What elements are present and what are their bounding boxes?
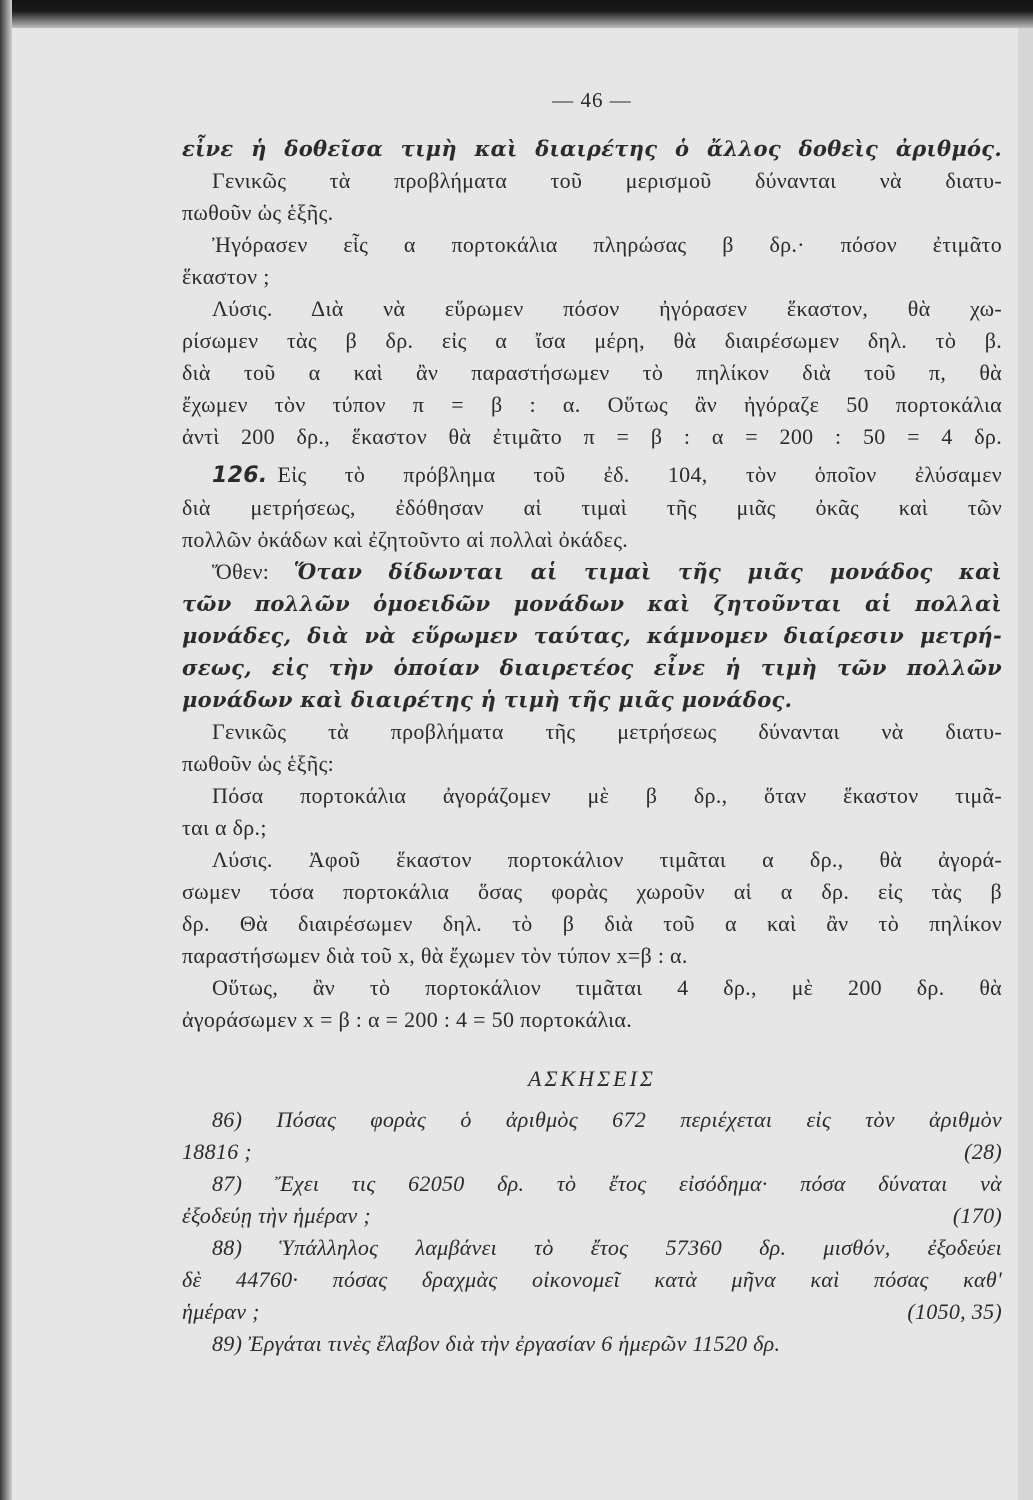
body-text [182,133,1002,1036]
text-line [182,459,1002,492]
exercise-line: ἡμέραν ; (1050, 35) [182,1296,1002,1328]
text-line: σωμεν τόσα πορτοκάλια ὅσας φορὰς χωροῦν αἱ α δρ. εἰς τὰς β [182,879,1002,904]
text-line [182,556,1002,588]
text-line: ἀντὶ 200 δρ., ἕκαστον θὰ ἐτιμᾶτο π = β : α = 200 : 50 = 4 δρ. [182,424,1002,449]
text-line: παραστήσωμεν διὰ τοῦ x, θὰ ἔχωμεν τὸν τύπον x=β : α. [182,943,688,968]
text-line: ἀγοράσωμεν x = β : α = 200 : 4 = 50 πορτοκάλια. [182,1007,633,1032]
exercise-line: 86) Πόσας φορὰς ὁ ἀριθμὸς 672 περιέχεται εἰς τὸν ἀριθμὸν [212,1107,1002,1132]
line-text: Ὅθεν: [212,559,294,584]
text-line: Γενικῶς τὰ προβλήματα τῆς μετρήσεως δύνανται νὰ διατυ- [212,719,1002,744]
line-text: Εἰς τὸ πρόβλημα τοῦ ἐδ. 104, τὸν ὁποῖον ἐλύσαμεν [277,462,1002,487]
text-line: μονάδων καὶ διαιρέτης ἡ τιμὴ τῆς μιᾶς μονάδος. [182,687,793,712]
exercise-item [182,1104,1002,1168]
exercise-answer: (170) [952,1203,1002,1228]
exercise-line: 88) Ὑπάλληλος λαμβάνει τὸ ἔτος 57360 δρ. μισθόν, ἐξοδεύει [212,1235,1002,1260]
text-line: ἔχωμεν τὸν τύπον π = β : α. Οὕτως ἂν ἠγόραζε 50 πορτοκάλια [182,392,1002,417]
text-line: ἕκαστον ; [182,264,270,289]
scan-dark-border-left [0,0,12,1500]
text-line: ται α δρ.; [182,815,267,840]
exercise-line: 18816 ; (28) [182,1136,1002,1168]
exercise-item [182,1328,1002,1360]
text-line: Πόσα πορτοκάλια ἀγοράζομεν μὲ β δρ., ὅταν ἕκαστον τιμᾶ- [212,783,1002,808]
text-line: τῶν πολλῶν ὁμοειδῶν μονάδων καὶ ζητοῦνται αἱ πολλαὶ [182,591,1002,616]
text-line: ρίσωμεν τὰς β δρ. εἰς α ἴσα μέρη, θὰ διαιρέσωμεν δηλ. τὸ β. [182,328,1002,353]
exercise-line: ἐξοδεύῃ τὴν ἡμέραν ; (170) [182,1200,1002,1232]
text-line: διὰ τοῦ α καὶ ἂν παραστήσωμεν τὸ πηλίκον διὰ τοῦ π, θὰ [182,360,1002,385]
text-line: Οὕτως, ἂν τὸ πορτοκάλιον τιμᾶται 4 δρ., μὲ 200 δρ. θὰ [212,975,1002,1000]
book-page [12,28,1018,1500]
exercise-list [182,1104,1002,1360]
exercise-line: 89) Ἐργάται τινὲς ἔλαβον διὰ τὴν ἐργασίαν 6 ἡμερῶν 11520 δρ. [212,1331,781,1356]
exercise-answer: (28) [964,1139,1002,1164]
text-line: πωθοῦν ὡς ἑξῆς: [182,751,335,776]
text-line: διὰ μετρήσεως, ἐδόθησαν αἱ τιμαὶ τῆς μιᾶς ὀκᾶς καὶ τῶν [182,495,1002,520]
text-line: μονάδες, διὰ νὰ εὕρωμεν ταύτας, κάμνομεν διαίρεσιν μετρή- [182,623,1002,648]
text-line: δρ. Θὰ διαιρέσωμεν δηλ. τὸ β διὰ τοῦ α καὶ ἂν τὸ πηλίκον [182,911,1002,936]
text-line: Λύσις. Ἀφοῦ ἕκαστον πορτοκάλιον τιμᾶται α δρ., θὰ ἀγορά- [212,847,1002,872]
page-content [182,88,1002,1360]
exercise-line: 87) Ἔχει τις 62050 δρ. τὸ ἔτος εἰσόδημα· πόσα δύναται νὰ [212,1171,1002,1196]
text-line: Ἠγόρασεν εἷς α πορτοκάλια πληρώσας β δρ.· πόσον ἐτιμᾶτο [212,232,1002,257]
text-line: σεως, εἰς τὴν ὁποίαν διαιρετέος εἶνε ἡ τιμὴ τῶν πολλῶν [182,655,1002,680]
scan-dark-border-top [0,0,1033,28]
text-line: Γενικῶς τὰ προβλήματα τοῦ μερισμοῦ δύνανται νὰ διατυ- [212,168,1002,193]
exercise-line: δὲ 44760· πόσας δραχμὰς οἰκονομεῖ κατὰ μῆνα καὶ πόσας καθ' [182,1267,1002,1292]
text-line: πολλῶν ὀκάδων καὶ ἐζητοῦντο αἱ πολλαὶ ὀκάδες. [182,527,629,552]
paragraph-number: 126. [212,463,268,488]
page-number: — 46 — [552,88,632,112]
text-line: Λύσις. Διὰ νὰ εὕρωμεν πόσον ἠγόρασεν ἕκαστον, θὰ χω- [212,296,1002,321]
exercise-item [182,1232,1002,1328]
exercise-item [182,1168,1002,1232]
section-heading: ΑΣΚΗΣΕΙΣ [528,1066,656,1091]
exercise-answer: (1050, 35) [907,1299,1002,1324]
text-line: εἶνε ἡ δοθεῖσα τιμὴ καὶ διαιρέτης ὁ ἄλλος δοθεὶς ἀριθμός. [182,136,1002,161]
text-line: πωθοῦν ὡς ἑξῆς. [182,200,334,225]
rule-text: Ὅταν δίδωνται αἱ τιμαὶ τῆς μιᾶς μονάδος καὶ [293,559,1002,584]
